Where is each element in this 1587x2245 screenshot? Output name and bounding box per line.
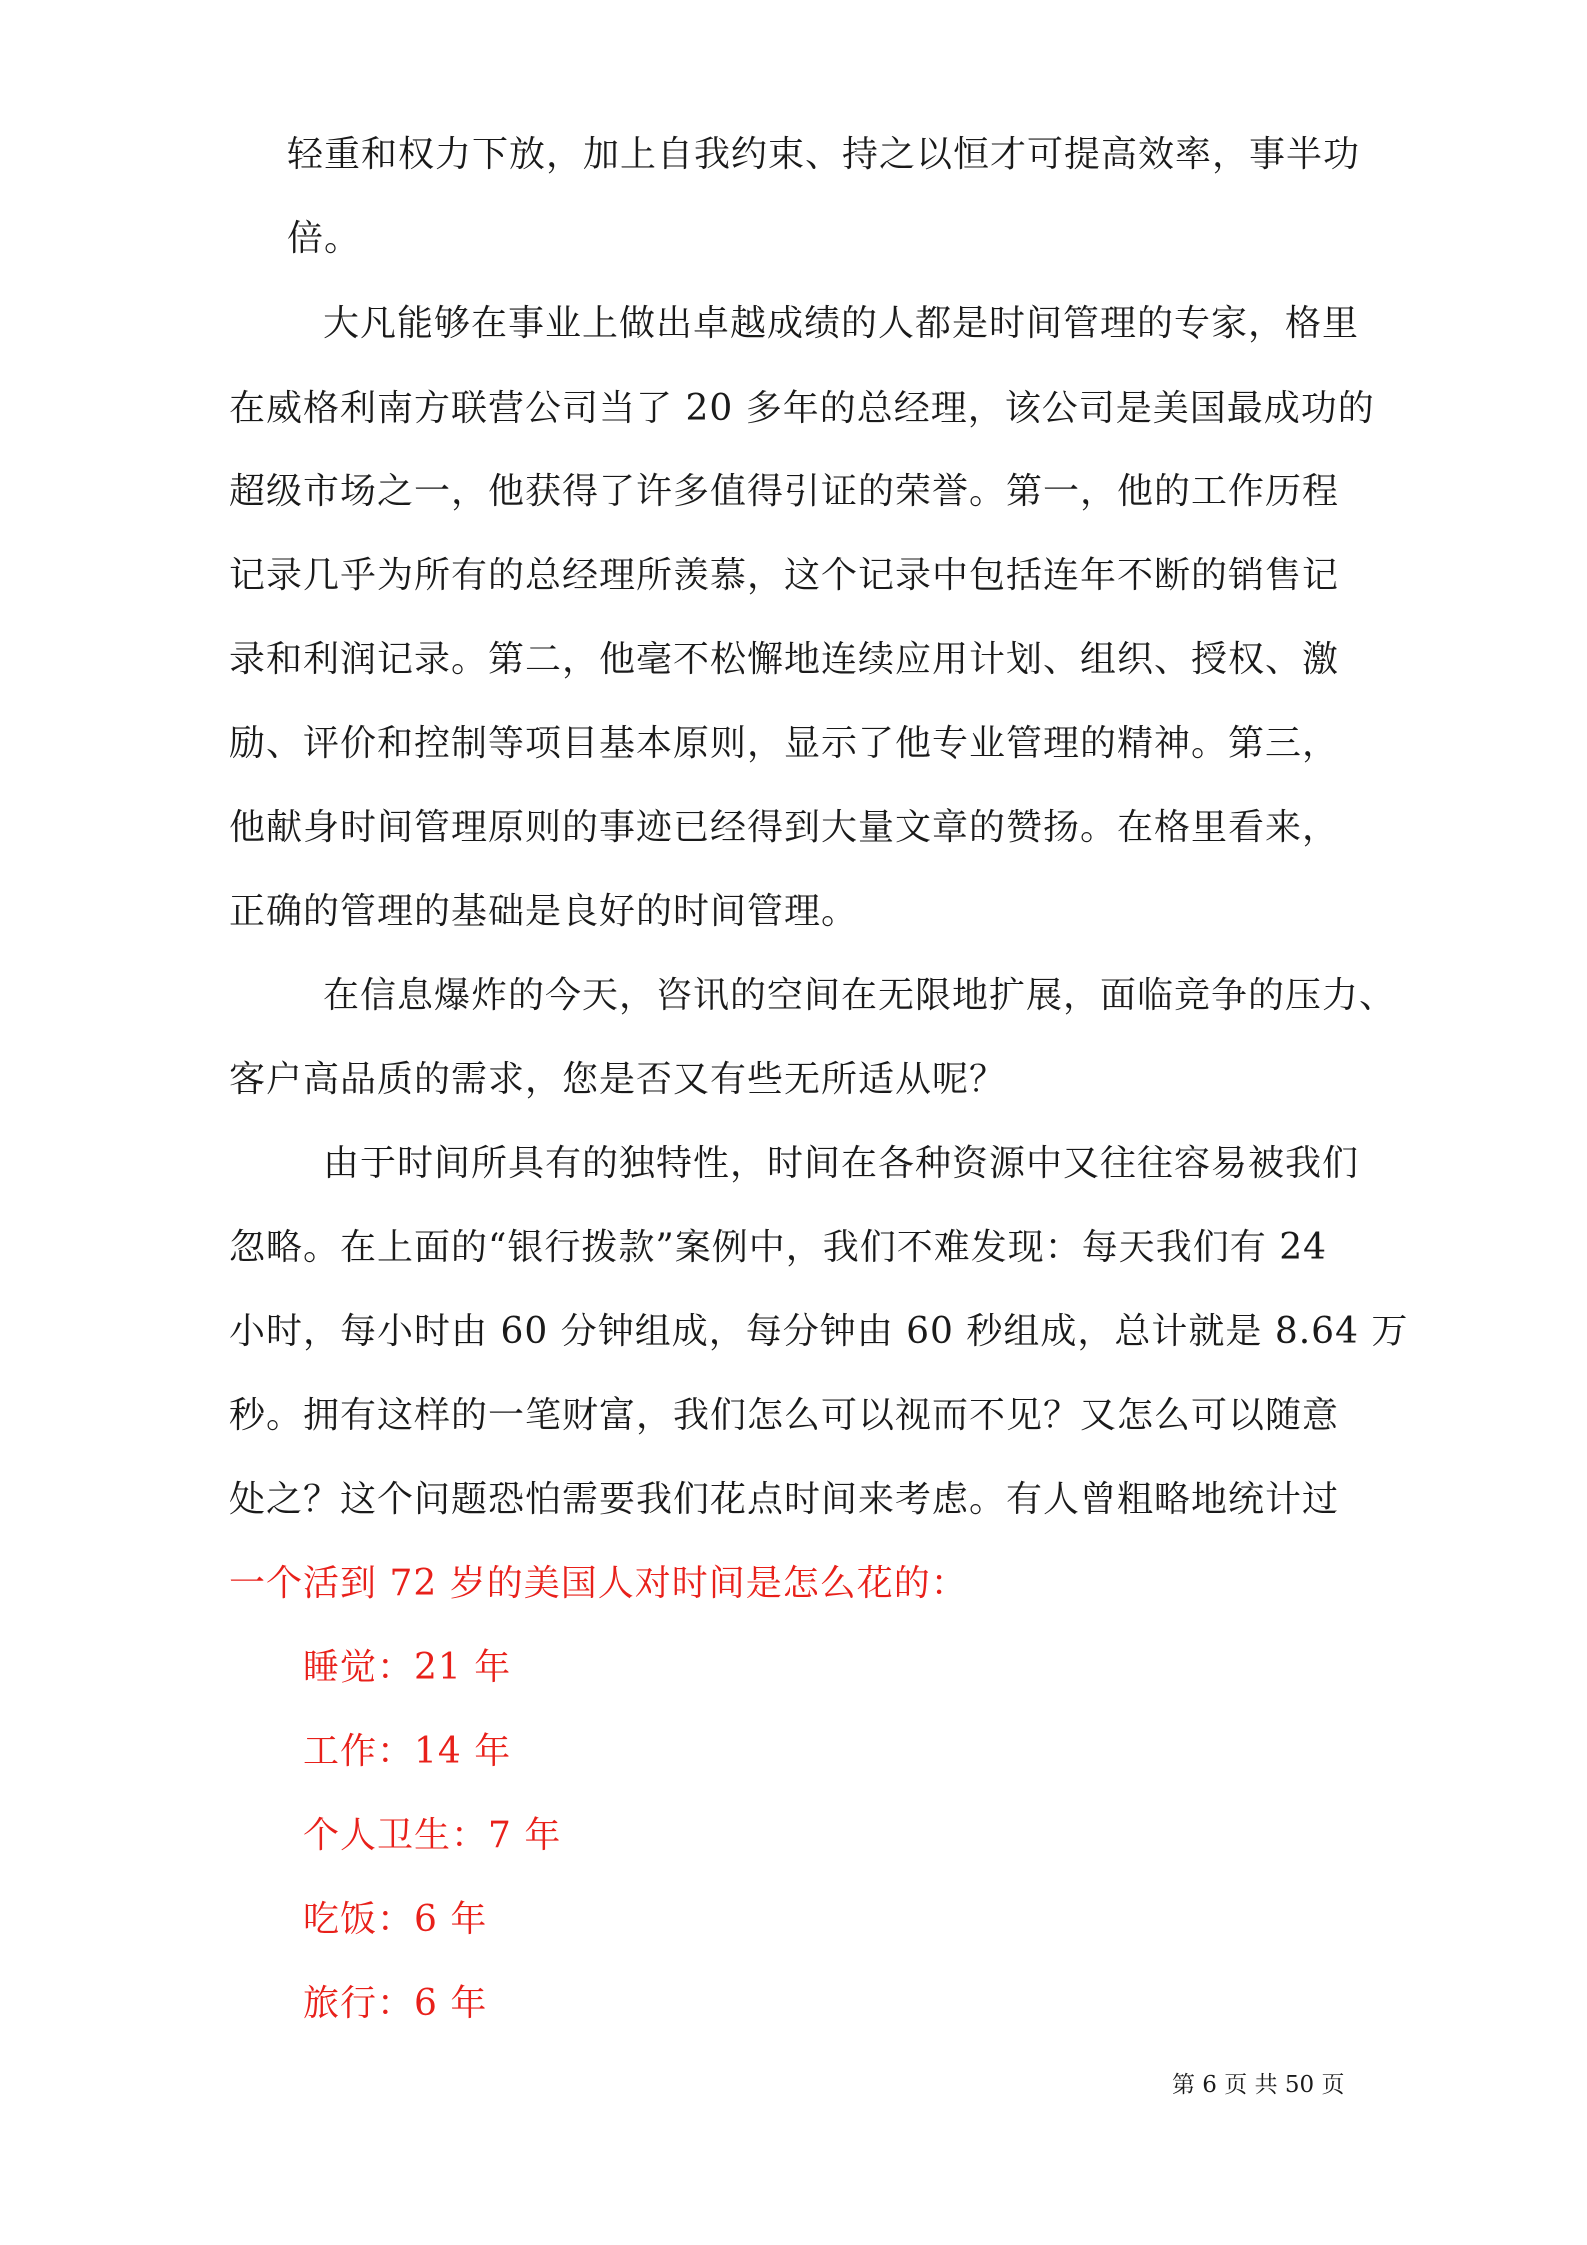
paragraph-2-line-5: 录和利润记录。第二，他毫不松懈地连续应用计划、组织、授权、激: [229, 639, 1340, 680]
time-list-item: 睡觉：21 年: [303, 1647, 512, 1688]
time-list-item: 旅行：6 年: [303, 1983, 488, 2024]
paragraph-4-line-6-highlight: 一个活到 72 岁的美国人对时间是怎么花的：: [229, 1563, 968, 1604]
paragraph-4-line-4: 秒。拥有这样的一笔财富，我们怎么可以视而不见？又怎么可以随意: [229, 1395, 1340, 1436]
paragraph-1-line-2: 倍。: [287, 218, 362, 259]
paragraph-2-line-1: 大凡能够在事业上做出卓越成绩的人都是时间管理的专家，格里: [323, 303, 1360, 344]
time-list-item: 吃饭：6 年: [303, 1899, 488, 1940]
time-list-item: 工作：14 年: [303, 1731, 512, 1772]
page-number: 第 6 页 共 50 页: [1172, 2072, 1345, 2098]
paragraph-2-line-2: 在威格利南方联营公司当了 20 多年的总经理，该公司是美国最成功的: [229, 388, 1375, 429]
paragraph-2-line-7: 他献身时间管理原则的事迹已经得到大量文章的赞扬。在格里看来，: [229, 807, 1340, 848]
paragraph-2-line-6: 励、评价和控制等项目基本原则，显示了他专业管理的精神。第三，: [229, 723, 1340, 764]
paragraph-3-line-1: 在信息爆炸的今天，咨讯的空间在无限地扩展，面临竞争的压力、: [323, 975, 1397, 1016]
paragraph-1-line-1: 轻重和权力下放，加上自我约束、持之以恒才可提高效率，事半功: [287, 134, 1361, 175]
paragraph-4-line-1: 由于时间所具有的独特性，时间在各种资源中又往往容易被我们: [323, 1143, 1360, 1184]
paragraph-2-line-4: 记录几乎为所有的总经理所羡慕，这个记录中包括连年不断的销售记: [229, 555, 1340, 596]
time-list-item: 个人卫生：7 年: [303, 1815, 562, 1856]
paragraph-4-line-3: 小时，每小时由 60 分钟组成，每分钟由 60 秒组成，总计就是 8.64 万: [229, 1311, 1409, 1352]
paragraph-4-line-5: 处之？这个问题恐怕需要我们花点时间来考虑。有人曾粗略地统计过: [229, 1479, 1340, 1520]
paragraph-3-line-2: 客户高品质的需求，您是否又有些无所适从呢？: [229, 1059, 1007, 1100]
paragraph-2-line-3: 超级市场之一，他获得了许多值得引证的荣誉。第一，他的工作历程: [229, 471, 1340, 512]
paragraph-4-line-2: 忽略。在上面的“银行拨款”案例中，我们不难发现：每天我们有 24: [229, 1227, 1328, 1268]
paragraph-2-line-8: 正确的管理的基础是良好的时间管理。: [229, 891, 859, 932]
